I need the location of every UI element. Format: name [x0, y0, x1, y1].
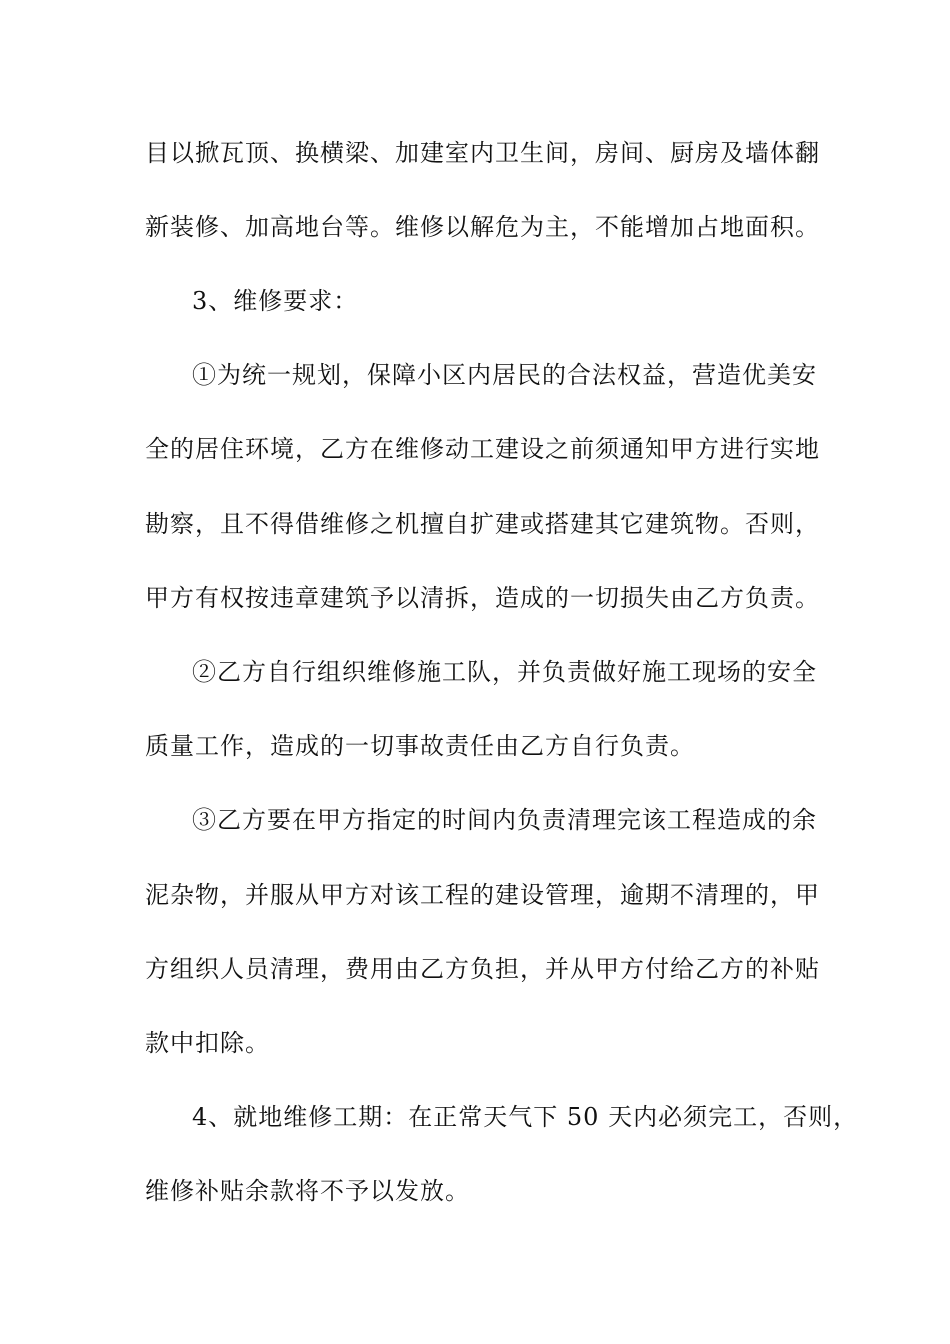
- text-line: 维修补贴余款将不予以发放。: [145, 1177, 470, 1205]
- text-line: ①为统一规划，保障小区内居民的合法权益，营造优美安: [192, 361, 817, 389]
- section-heading: 3、维修要求：: [192, 287, 359, 315]
- text-line: 方组织人员清理，费用由乙方负担，并从甲方付给乙方的补贴: [145, 955, 820, 983]
- text-line: 甲方有权按违章建筑予以清拆，造成的一切损失由乙方负责。: [145, 584, 820, 612]
- section-heading: 4、就地维修工期：在正常天气下 50 天内必须完工，否则，: [192, 1103, 859, 1131]
- text-line: 全的居住环境，乙方在维修动工建设之前须通知甲方进行实地: [145, 435, 820, 463]
- text-line: ③乙方要在甲方指定的时间内负责清理完该工程造成的余: [192, 806, 817, 834]
- text-line: ②乙方自行组织维修施工队，并负责做好施工现场的安全: [192, 658, 817, 686]
- text-line: 新装修、加高地台等。维修以解危为主，不能增加占地面积。: [145, 213, 820, 241]
- text-line: 款中扣除。: [145, 1029, 270, 1057]
- text-line: 泥杂物，并服从甲方对该工程的建设管理，逾期不清理的，甲: [145, 881, 820, 909]
- text-line: 勘察，且不得借维修之机擅自扩建或搭建其它建筑物。否则，: [145, 510, 820, 538]
- text-line: 质量工作，造成的一切事故责任由乙方自行负责。: [145, 732, 695, 760]
- text-line: 目以掀瓦顶、换横梁、加建室内卫生间，房间、厨房及墙体翻: [145, 139, 820, 167]
